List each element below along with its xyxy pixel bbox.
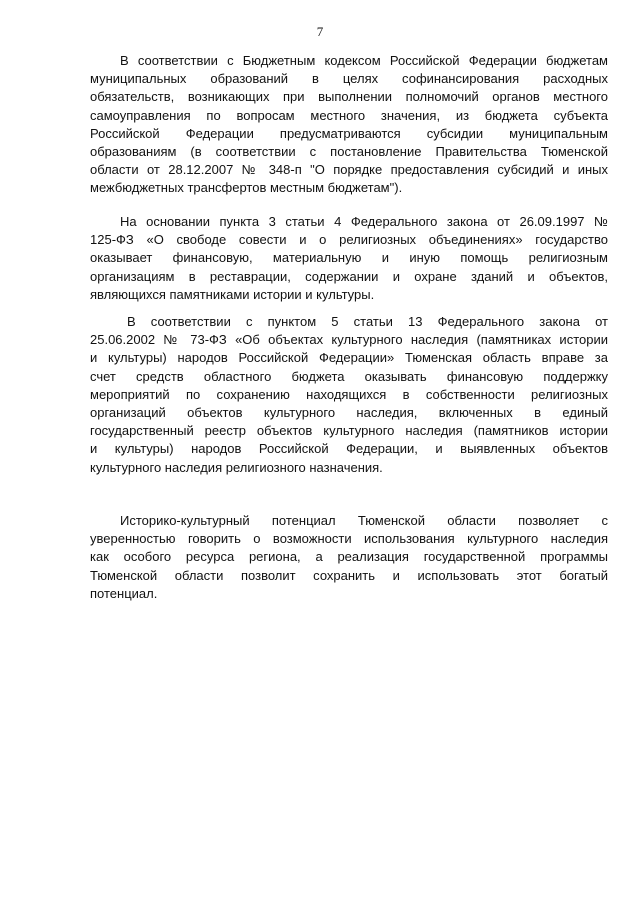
text-line: потенциал. bbox=[90, 585, 158, 601]
paragraph-cultural-potential bbox=[90, 512, 608, 603]
text-line: Тюменской области позволит сохранить и использовать этот богатый bbox=[90, 567, 608, 583]
page-number: 7 bbox=[316, 24, 324, 39]
text-line: культурного наследия религиозного назначения. bbox=[90, 459, 383, 475]
text-line: Российской Федерации предусматриваются субсидии муниципальным bbox=[90, 125, 608, 141]
text-line: и культуры) народов Российской Федерации, и выявленных объектов bbox=[90, 441, 608, 457]
text-line: обязательств, возникающих при выполнении полномочий органов местного bbox=[90, 89, 608, 105]
text-line: и культуры) народов Российской Федерации» Тюменская область вправе за bbox=[90, 350, 608, 366]
text-line: мероприятий по сохранению находящихся в собственности религиозных bbox=[90, 386, 608, 402]
text-line: оказывает финансовую, материальную и иную помощь религиозным bbox=[90, 250, 608, 266]
paragraph-federal-law-73 bbox=[90, 313, 608, 477]
text-line: На основании пункта 3 статьи 4 Федерального закона от 26.09.1997 № bbox=[120, 214, 608, 229]
text-line: области от 28.12.2007 № 348-п "О порядке предоставления субсидий и иных bbox=[90, 162, 608, 178]
text-line: Историко-культурный потенциал Тюменской области позволяет с bbox=[120, 513, 608, 528]
text-line: организациям в реставрации, содержании и охране зданий и объектов, bbox=[90, 268, 608, 284]
paragraph-federal-law-125 bbox=[90, 213, 608, 304]
text-line: как особого ресурса региона, а реализация государственной программы bbox=[90, 549, 608, 565]
text-line: уверенностью говорить о возможности использования культурного наследия bbox=[90, 531, 608, 547]
paragraph-budget-code bbox=[90, 52, 608, 198]
text-line: межбюджетных трансфертов местным бюджетам"). bbox=[90, 180, 403, 196]
text-line: муниципальных образований в целях софинансирования расходных bbox=[90, 71, 608, 87]
text-line: самоуправления по вопросам местного значения, из бюджета субъекта bbox=[90, 107, 608, 123]
text-line: являющихся памятниками истории и культуры. bbox=[90, 286, 375, 302]
text-line: 25.06.2002 № 73-ФЗ «Об объектах культурного наследия (памятниках истории bbox=[90, 332, 608, 348]
text-line: В соответствии с Бюджетным кодексом Российской Федерации бюджетам bbox=[120, 53, 608, 68]
text-line: организаций объектов культурного наследия, включенных в единый bbox=[90, 404, 608, 420]
text-line: 125-ФЗ «О свободе совести и о религиозных объединениях» государство bbox=[90, 232, 608, 248]
text-line: В соответствии с пунктом 5 статьи 13 Федерального закона от bbox=[127, 314, 608, 329]
text-line: образованиям (в соответствии с постановление Правительства Тюменской bbox=[90, 143, 608, 159]
text-line: счет средств областного бюджета оказывать финансовую поддержку bbox=[90, 368, 608, 384]
text-line: государственный реестр объектов культурного наследия (памятников истории bbox=[90, 423, 608, 439]
